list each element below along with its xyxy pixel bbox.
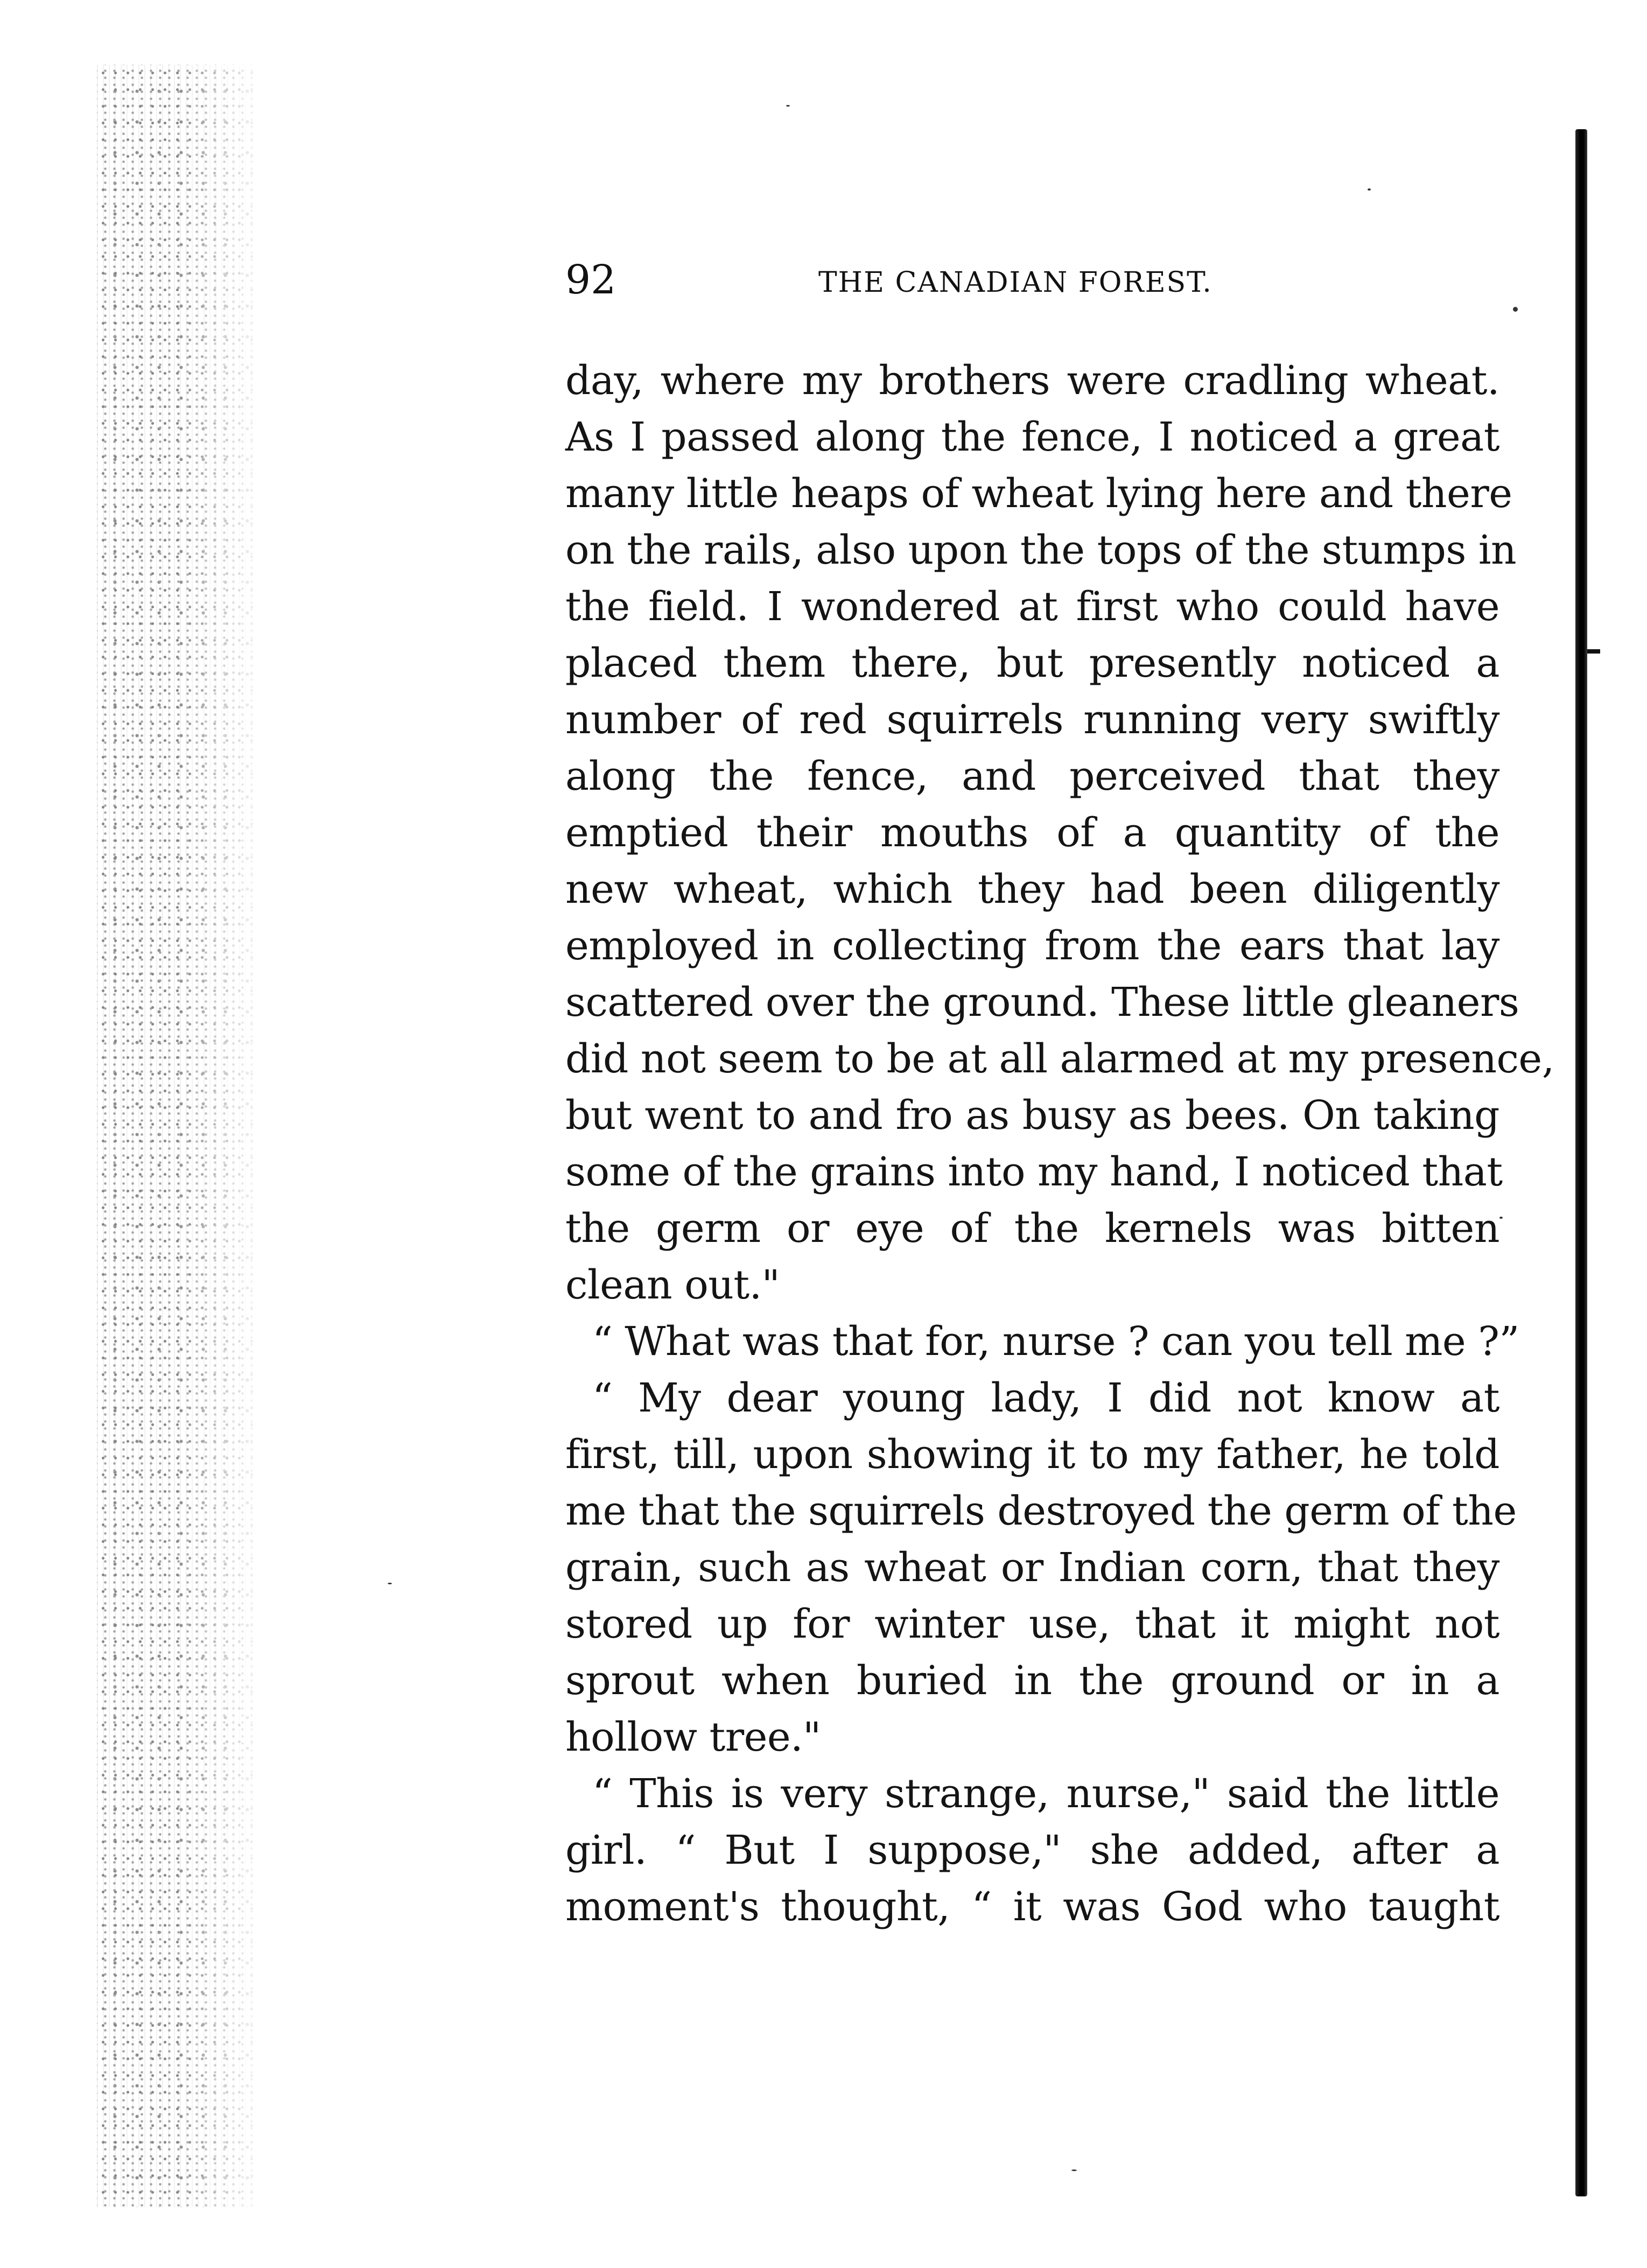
running-title: THE CANADIAN FOREST. [818, 266, 1213, 299]
ink-speck [1499, 1217, 1503, 1219]
text-line: scattered over the ground. These little gleaners [565, 979, 1519, 1026]
text-line: “ My dear young lady, I did not know at [592, 1375, 1499, 1421]
running-head [565, 258, 1499, 301]
ink-speck [1368, 188, 1371, 191]
ink-speck [1513, 307, 1518, 312]
text-line: on the rails, also upon the tops of the stumps in [565, 527, 1517, 573]
text-line: but went to and fro as busy as bees. On taking [565, 1092, 1499, 1139]
text-line: grain, such as wheat or Indian corn, that they [565, 1544, 1499, 1591]
left-margin-fade [178, 65, 264, 2207]
text-line: girl. “ But I suppose," she added, after a [565, 1827, 1499, 1873]
right-rule-tick [1587, 649, 1600, 654]
text-line: some of the grains into my hand, I noticed that [565, 1149, 1503, 1195]
text-line: the field. I wondered at first who could have [565, 584, 1499, 630]
text-line: moment's thought, “ it was God who taught [565, 1884, 1499, 1930]
text-line: “ This is very strange, nurse," said the little [592, 1771, 1499, 1817]
text-line: emptied their mouths of a quantity of the [565, 810, 1499, 856]
text-line: “ What was that for, nurse ? can you tell me ?” [592, 1318, 1519, 1365]
text-line: placed them there, but presently noticed a [565, 640, 1499, 686]
text-line: hollow tree." [565, 1714, 821, 1760]
text-line: first, till, upon showing it to my father, he told [565, 1431, 1499, 1478]
text-line: employed in collecting from the ears that lay [565, 923, 1499, 969]
text-line: As I passed along the fence, I noticed a great [565, 414, 1499, 460]
text-line: new wheat, which they had been diligently [565, 866, 1499, 912]
right-binding-rule [1575, 129, 1587, 2196]
text-line: did not seem to be at all alarmed at my presence, [565, 1036, 1554, 1082]
text-line: sprout when buried in the ground or in a [565, 1658, 1499, 1704]
text-line: day, where my brothers were cradling wheat. [565, 357, 1499, 404]
page-number: 92 [565, 257, 616, 303]
text-line: number of red squirrels running very swiftly [565, 697, 1499, 743]
text-line: many little heaps of wheat lying here and there [565, 471, 1512, 517]
ink-speck [786, 105, 790, 107]
ink-speck [1071, 2169, 1077, 2171]
text-line: the germ or eye of the kernels was bitten [565, 1205, 1499, 1252]
ink-speck [388, 1583, 392, 1584]
text-line: clean out." [565, 1262, 780, 1308]
text-line: me that the squirrels destroyed the germ of the [565, 1488, 1517, 1534]
body-text [565, 353, 1554, 1935]
text-line: along the fence, and perceived that they [565, 753, 1499, 799]
text-line: stored up for winter use, that it might not [565, 1601, 1499, 1647]
